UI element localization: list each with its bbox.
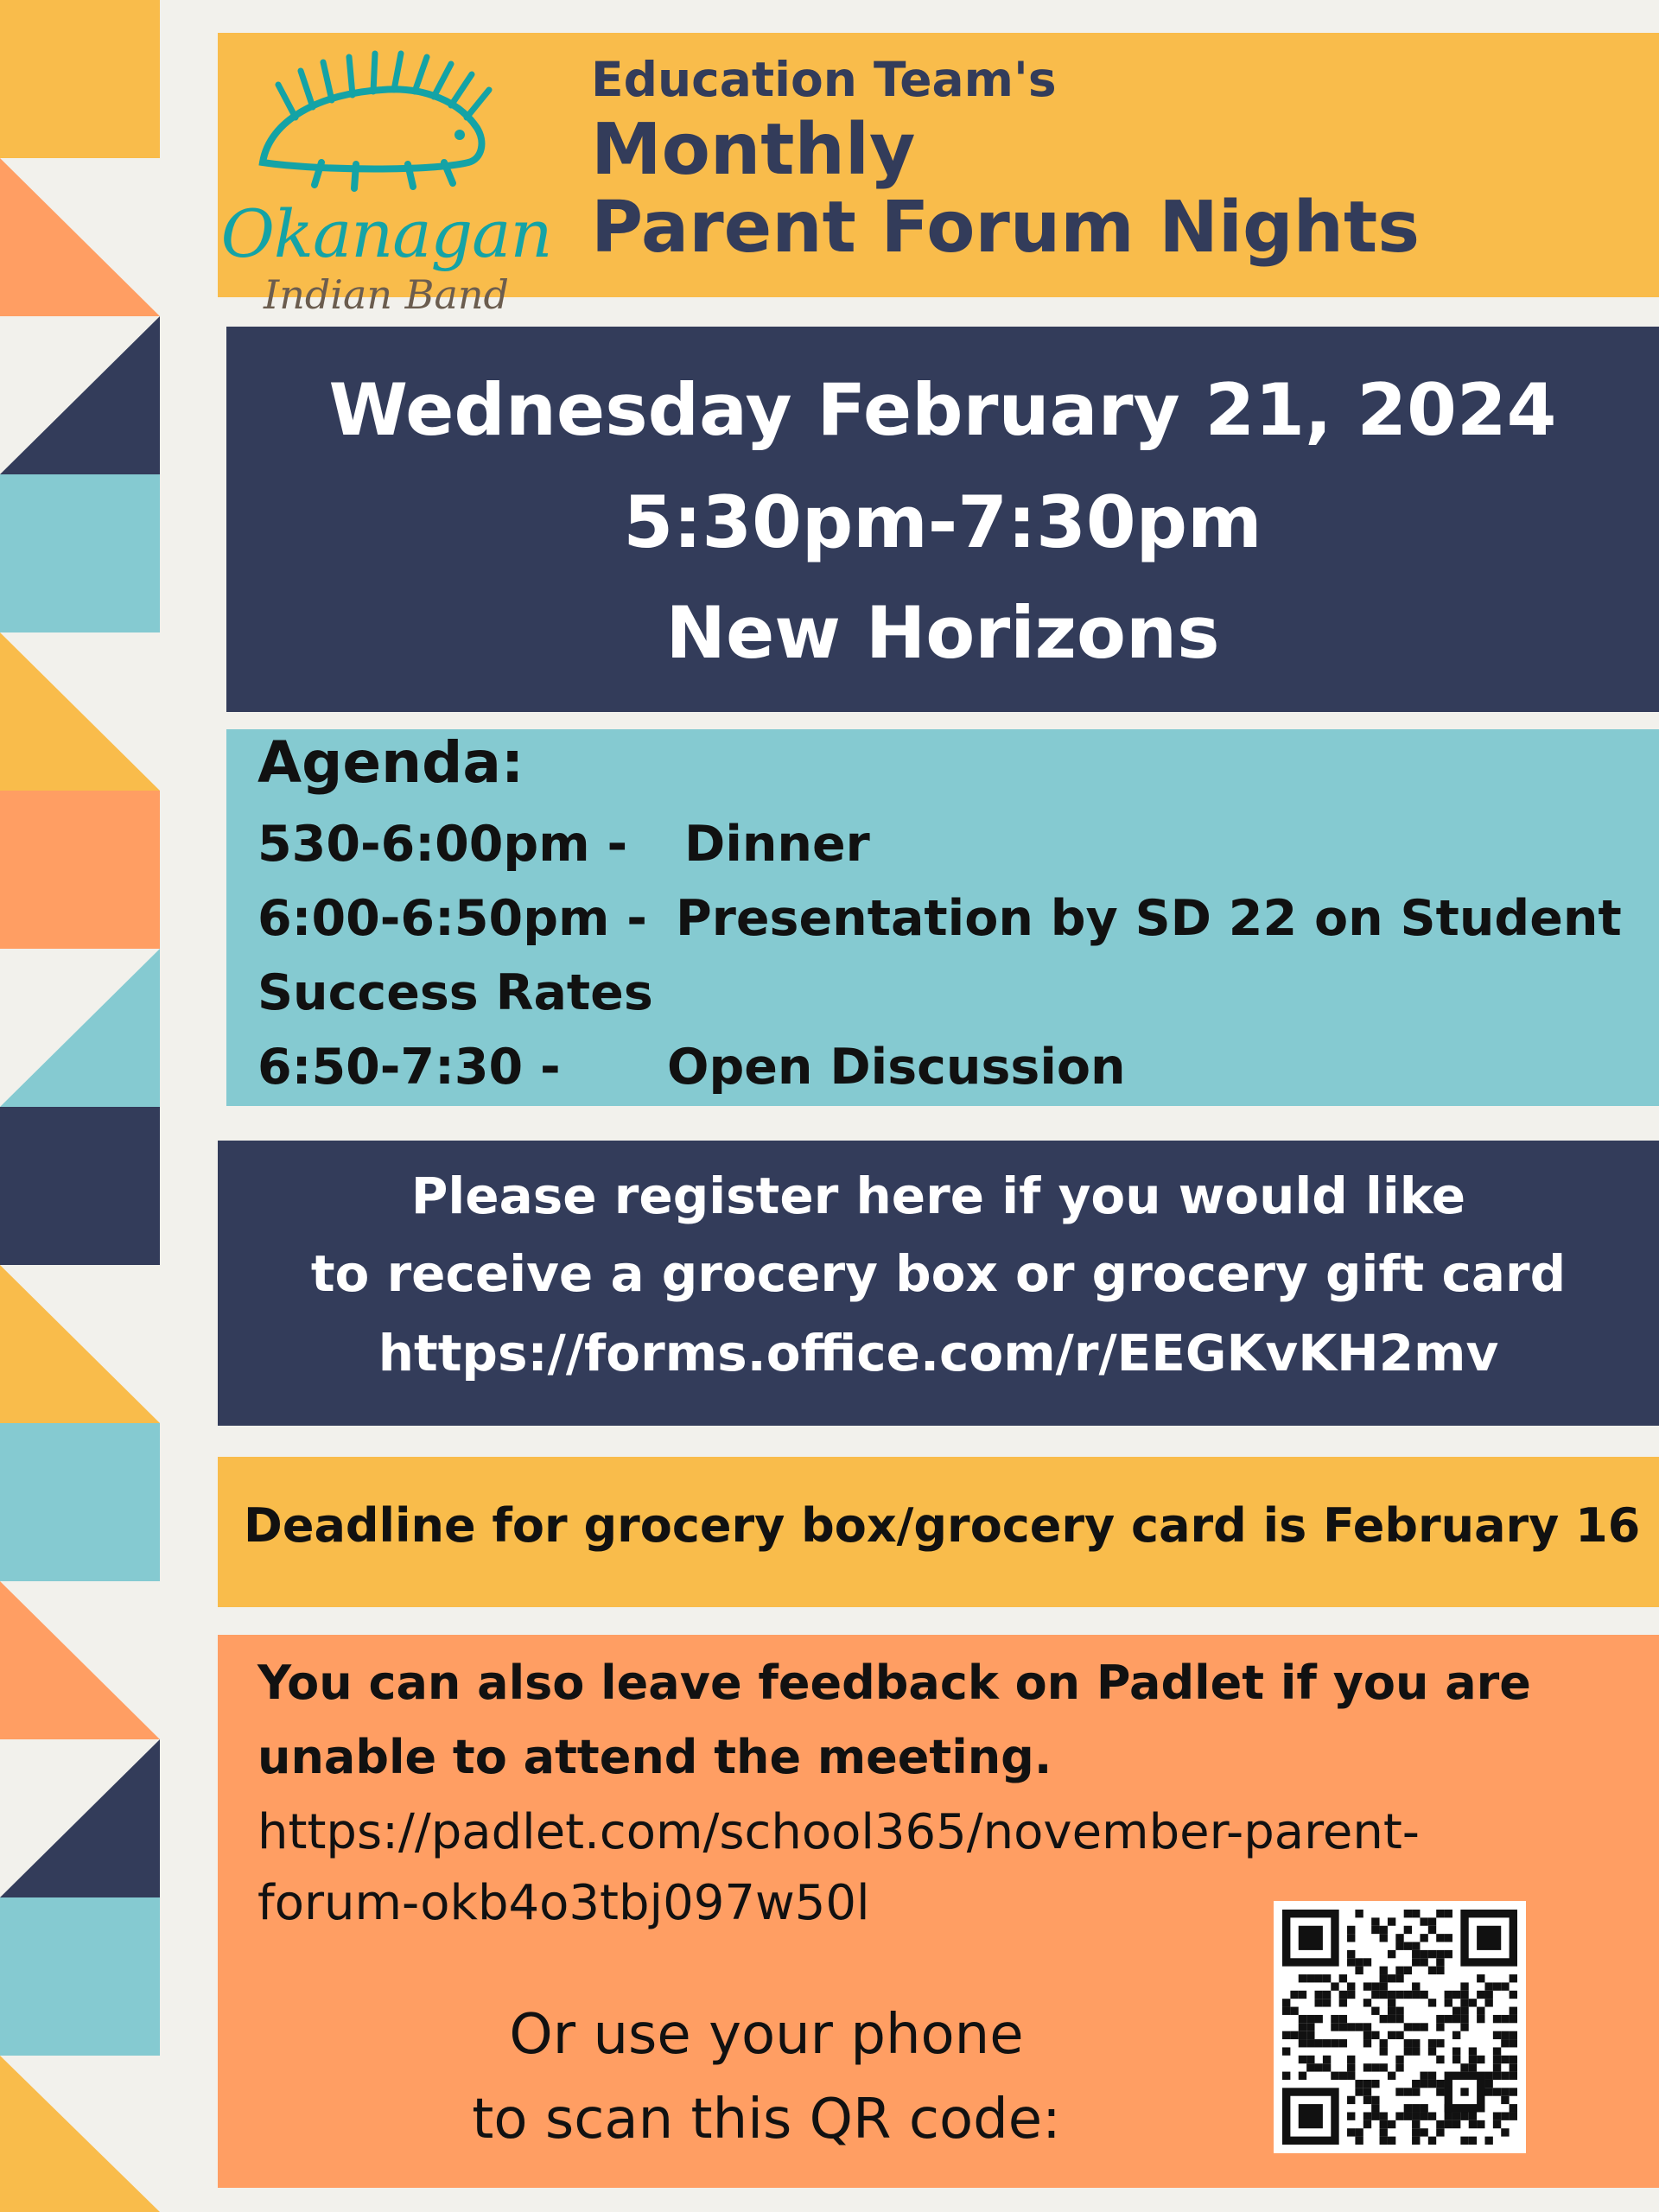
qr-code [1274, 1901, 1526, 2153]
register-text-line1: Please register here if you would like [410, 1166, 1466, 1225]
feedback-text-line1: You can also leave feedback on Padlet if you are [257, 1656, 1531, 1710]
agenda-title: Agenda: [257, 729, 524, 796]
logo-subtitle: Indian Band [264, 271, 509, 318]
decorative-pattern-strip [0, 0, 160, 2212]
agenda-item-time: 6:00-6:50pm - [257, 890, 647, 947]
scan-text-line2: to scan this QR code: [472, 2088, 1061, 2152]
padlet-link-line2[interactable]: forum-okb4o3tbj097w50l [257, 1875, 870, 1931]
scan-text-line1: Or use your phone [509, 2003, 1024, 2067]
qr-code-icon [1274, 1901, 1526, 2153]
padlet-link-line1[interactable]: https://padlet.com/school365/november-parent- [257, 1804, 1420, 1860]
event-date: Wednesday February 21, 2024 [328, 368, 1557, 452]
porcupine-icon [218, 33, 555, 206]
header-banner [218, 33, 1659, 318]
header-subtitle: Education Team's [591, 52, 1057, 107]
register-text-line2: to receive a grocery box or grocery gift card [310, 1244, 1567, 1303]
register-link[interactable]: https://forms.office.com/r/EEGKvKH2mv [378, 1324, 1499, 1382]
agenda-item-time: 530-6:00pm - [257, 816, 628, 873]
deadline-text: Deadline for grocery box/grocery card is February 16 [244, 1498, 1641, 1553]
agenda-item-activity-continued: Success Rates [257, 964, 653, 1021]
agenda-item-activity: Dinner [684, 816, 870, 873]
event-details-panel [226, 327, 1659, 712]
event-time: 5:30pm-7:30pm [623, 480, 1262, 564]
agenda-panel [226, 729, 1659, 1106]
agenda-item-time: 6:50-7:30 - [257, 1039, 561, 1096]
okanagan-logo [218, 33, 555, 318]
header-title-line1: Monthly [591, 109, 916, 191]
registration-panel [218, 1141, 1659, 1426]
agenda-item-activity: Open Discussion [667, 1039, 1126, 1096]
feedback-panel [218, 1635, 1659, 2188]
logo-name: Okanagan [220, 195, 552, 272]
feedback-text-line2: unable to attend the meeting. [257, 1730, 1052, 1784]
deadline-panel [218, 1457, 1659, 1607]
agenda-item-activity: Presentation by SD 22 on Student [676, 890, 1622, 947]
event-location: New Horizons [665, 591, 1220, 675]
header-title-line2: Parent Forum Nights [591, 187, 1421, 269]
